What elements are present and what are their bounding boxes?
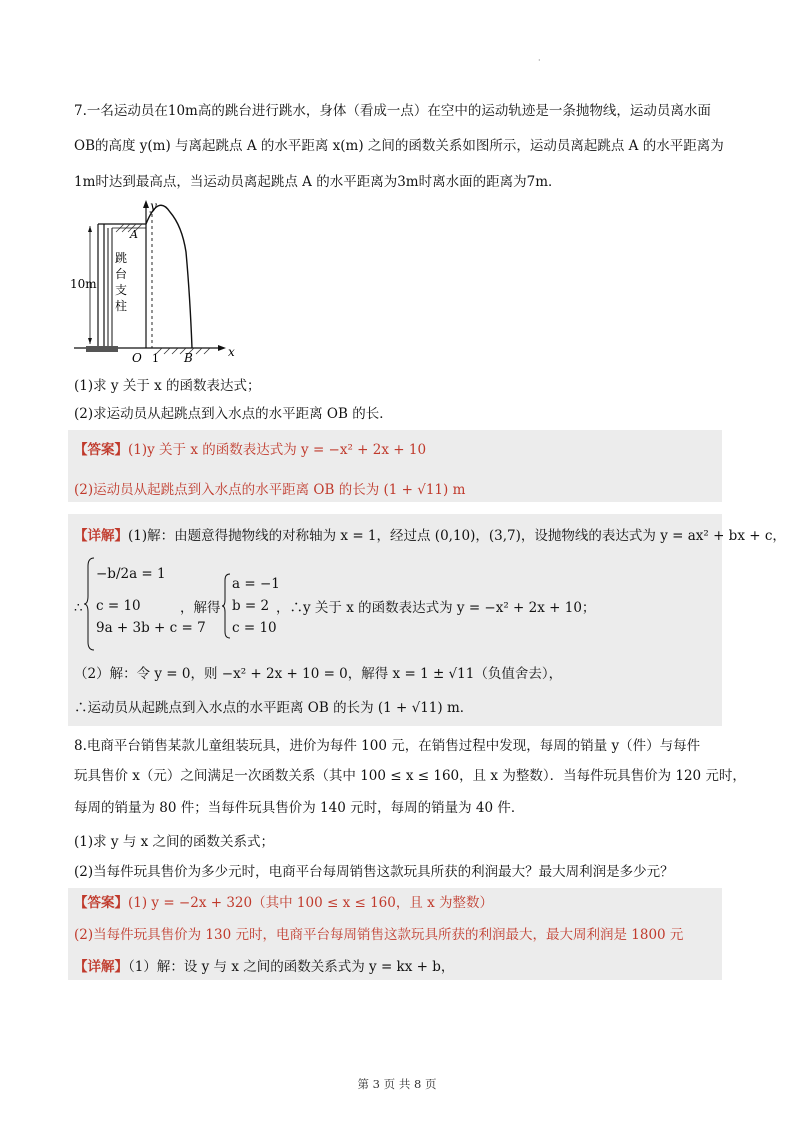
sys-solve-text: ，解得 (180, 600, 221, 616)
sys-eq-2: c = 10 (96, 598, 141, 614)
sol-left-brace (222, 572, 232, 640)
sys-left-brace (84, 556, 96, 652)
fig-support-char-1: 跳 (115, 251, 128, 265)
q8-answer-1 (74, 893, 493, 913)
q7-answer-1 (74, 440, 426, 460)
q8-line-3: 每周的销量为 80 件；当每件玩具售价为 140 元时，每周的销量为 40 件． (74, 800, 525, 816)
fig-x-label: x (228, 345, 235, 359)
page-footer: 第 3 页 共 8 页 (357, 1077, 437, 1091)
sys-eq-1: −b/2a = 1 (96, 566, 166, 582)
q7-detail-1-text: (1)解：由题意得抛物线的对称轴为 x = 1，经过点 (0,10)，(3,7)，设抛物线的表达式为 y = ax² + bx + c， (128, 528, 786, 544)
fig-support-char-4: 柱 (115, 299, 128, 313)
sol-eq-2: b = 2 (232, 598, 270, 614)
q8-line-2: 玩具售价 x（元）之间满足一次函数关系（其中 100 ≤ x ≤ 160，且 x 为整数）．当每件玩具售价为 120 元时， (74, 768, 746, 784)
sys-eq-3: 9a + 3b + c = 7 (96, 620, 206, 636)
sys-conclusion: ，∴y 关于 x 的函数表达式为 y = −x² + 2x + 10； (276, 600, 596, 616)
q7-detail-3: ∴运动员从起跳点到入水点的水平距离 OB 的长为 (1 + √11) m． (74, 700, 474, 716)
q7-line-3: 1m时达到最高点，当运动员离起跳点 A 的水平距离为3m时离水面的距离为7m． (74, 174, 562, 190)
sol-eq-1: a = −1 (232, 576, 280, 592)
q7-line-1: 7.一名运动员在10m高的跳台进行跳水，身体（看成一点）在空中的运动轨迹是一条抛物线，运动员离水面 (74, 103, 711, 119)
q7-sub-2: (2)求运动员从起跳点到入水点的水平距离 OB 的长． (74, 406, 393, 422)
q8-sub-2: (2)当每件玩具售价为多少元时，电商平台每周销售这款玩具所获的利润最大？最大周利润是多少元？ (74, 864, 674, 880)
q7-sub-1: (1)求 y 关于 x 的函数表达式； (74, 378, 261, 394)
fig-one-label: 1 (152, 352, 159, 365)
q8-sub-1: (1)求 y 与 x 之间的函数关系式； (74, 834, 275, 850)
q7-detail-tag: 【详解】 (74, 528, 128, 544)
fig-a-label: A (130, 228, 138, 241)
q8-answer-tag: 【答案】 (74, 895, 128, 911)
fig-support-char-2: 台 (115, 267, 128, 281)
fig-o-label: O (132, 351, 142, 365)
fig-height-label: 10m (70, 277, 97, 291)
q7-answer-1-text: (1)y 关于 x 的函数表达式为 y = −x² + 2x + 10 (128, 442, 427, 458)
diving-figure (70, 196, 240, 366)
fig-y-label: y (150, 199, 157, 213)
q7-answer-tag: 【答案】 (74, 442, 128, 458)
q7-line-2: OB的高度 y(m) 与离起跳点 A 的水平距离 x(m) 之间的函数关系如图所示，运动员离起跳点 A 的水平距离为 (74, 138, 724, 154)
sys-therefore: ∴ (74, 600, 83, 616)
q8-answer-1-text: (1) y = −2x + 320（其中 100 ≤ x ≤ 160，且 x 为整数） (128, 895, 494, 911)
q8-line-1: 8.电商平台销售某款儿童组装玩具，进价为每件 100 元，在销售过程中发现，每周的销量 y（件）与每件 (74, 738, 701, 754)
q8-detail-1-text: （1）解：设 y 与 x 之间的函数关系式为 y = kx + b， (128, 959, 455, 975)
q7-answer-2: (2)运动员从起跳点到入水点的水平距离 OB 的长为 (1 + √11) m (74, 482, 466, 498)
q8-detail-1 (74, 957, 454, 977)
page-dot: · (538, 56, 541, 65)
q7-detail-2: （2）解：令 y = 0，则 −x² + 2x + 10 = 0，解得 x = 1 ± √11（负值舍去）， (74, 666, 563, 682)
fig-b-label: B (184, 351, 193, 365)
fig-support-char-3: 支 (115, 283, 128, 297)
sol-eq-3: c = 10 (232, 620, 277, 636)
q8-answer-2: (2)当每件玩具售价为 130 元时，电商平台每周销售这款玩具所获的利润最大，最大周利润是 1800 元 (74, 927, 684, 943)
q7-detail-1 (74, 526, 786, 546)
q8-detail-tag: 【详解】 (74, 959, 128, 975)
